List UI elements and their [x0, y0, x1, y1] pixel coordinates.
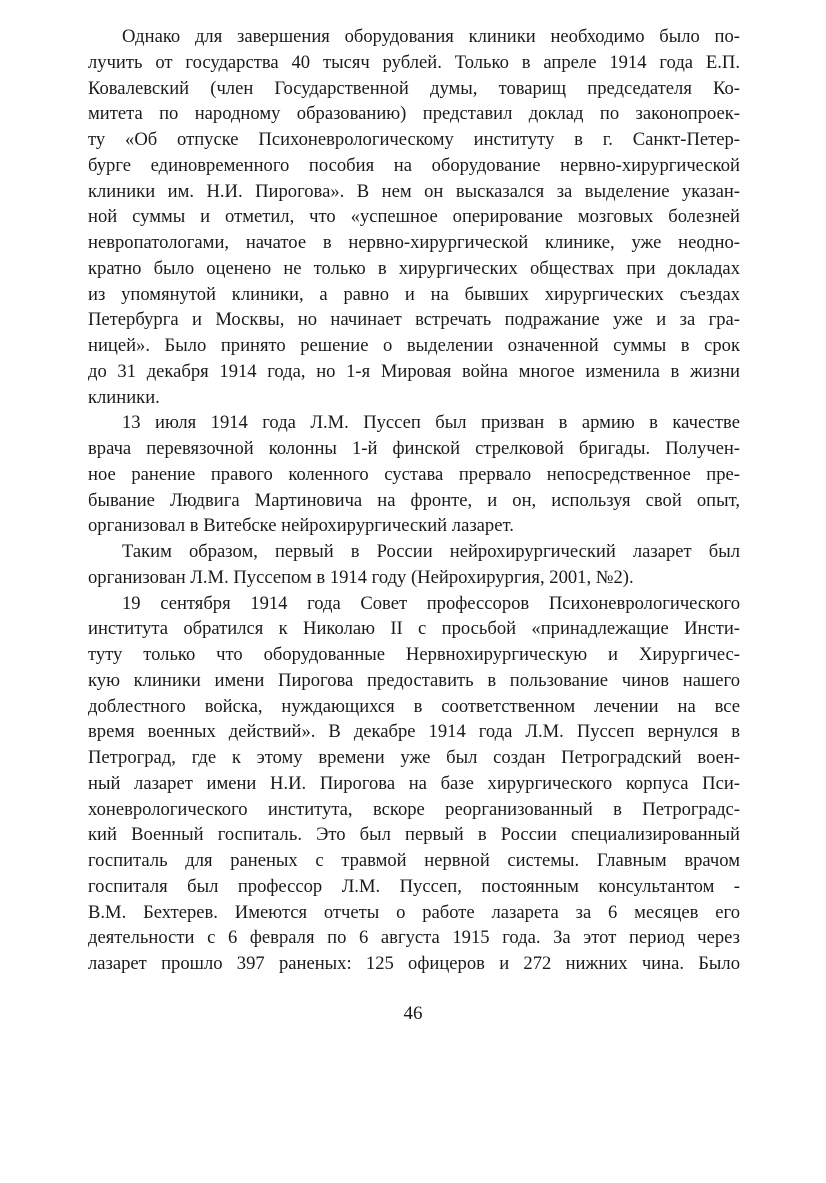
text-line: госпиталь для раненых с травмой нервной системы. Главным врачом	[88, 850, 740, 871]
page-number: 46	[403, 1003, 423, 1024]
text-line: ницей». Было принято решение о выделении означенной суммы в срок	[88, 335, 740, 356]
text-line: Таким образом, первый в России нейрохирургический лазарет был	[122, 541, 740, 562]
text-line: бурге единовременного пособия на оборудование нервно-хирургической	[88, 154, 740, 176]
text-line: кий Военный госпиталь. Это был первый в России специализированный	[88, 824, 740, 846]
text-line: организовал в Витебске нейрохирургический лазарет.	[88, 515, 514, 537]
text-line: 19 сентября 1914 года Совет профессоров Психоневрологического	[122, 592, 740, 614]
text-line: организован Л.М. Пуссепом в 1914 году (Нейрохирургия, 2001, №2).	[88, 566, 634, 588]
text-line: клиники.	[88, 386, 160, 408]
text-line: Петербурга и Москвы, но начинает встречать подражание уже и за гра-	[88, 309, 740, 331]
text-line: В.М. Бехтерев. Имеются отчеты о работе лазарета за 6 месяцев его	[88, 901, 740, 923]
body-text	[88, 24, 740, 977]
text-line: лучить от государства 40 тысяч рублей. Только в апреле 1914 года Е.П.	[88, 51, 740, 73]
text-line: 13 июля 1914 года Л.М. Пуссеп был призван в армию в качестве	[122, 412, 740, 434]
text-line: госпиталя был профессор Л.М. Пуссеп, постоянным консультантом -	[88, 875, 740, 897]
paragraph-4	[88, 591, 740, 977]
paragraph-3	[88, 539, 740, 591]
text-line: Однако для завершения оборудования клиники необходимо было по-	[122, 26, 740, 47]
text-line: невропатологами, начатое в нервно-хирургической клинике, уже неодно-	[88, 232, 740, 253]
text-line: время военных действий». В декабре 1914 года Л.М. Пуссеп вернулся в	[88, 721, 740, 743]
text-line: до 31 декабря 1914 года, но 1-я Мировая война многое изменила в жизни	[88, 360, 740, 382]
text-line: из упомянутой клиники, а равно и на бывших хирургических съездах	[88, 283, 740, 305]
text-line: института обратился к Николаю II с просьбой «принадлежащие Инсти-	[88, 618, 740, 640]
text-line: ное ранение правого коленного сустава прервало непосредственное пре-	[88, 463, 740, 485]
text-line: деятельности с 6 февраля по 6 августа 1915 года. За этот период через	[88, 927, 740, 949]
text-line: Петроград, где к этому времени уже был создан Петроградский воен-	[88, 747, 740, 768]
text-line: туту только что оборудованные Нервнохирургическую и Хирургичес-	[88, 644, 740, 665]
text-line: ный лазарет имени Н.И. Пирогова на базе хирургического корпуса Пси-	[88, 772, 740, 794]
text-line: митета по народному образованию) представил доклад по законопроек-	[88, 103, 740, 125]
text-line: клиники им. Н.И. Пирогова». В нем он высказался за выделение указан-	[88, 180, 740, 202]
text-line: ной суммы и отметил, что «успешное оперирование мозговых болезней	[88, 206, 740, 228]
paragraph-2	[88, 410, 740, 539]
text-line: кратно было оценено не только в хирургических обществах при докладах	[88, 257, 740, 279]
text-line: лазарет прошло 397 раненых: 125 офицеров и 272 нижних чина. Было	[88, 953, 740, 974]
text-line: ту «Об отпуске Психоневрологическому институту в г. Санкт-Петер-	[88, 129, 740, 150]
paragraph-1	[88, 24, 740, 410]
text-line: хоневрологического института, вскоре реорганизованный в Петроградс-	[88, 798, 740, 820]
text-line: доблестного войска, нуждающихся в соответственном лечении на все	[88, 695, 740, 717]
text-line: кую клиники имени Пирогова предоставить в пользование чинов нашего	[88, 669, 740, 691]
text-line: Ковалевский (член Государственной думы, товарищ председателя Ко-	[88, 77, 740, 99]
text-line: врача перевязочной колонны 1-й финской стрелковой бригады. Получен-	[88, 438, 740, 459]
text-line: бывание Людвига Мартиновича на фронте, и он, используя свой опыт,	[88, 489, 740, 511]
